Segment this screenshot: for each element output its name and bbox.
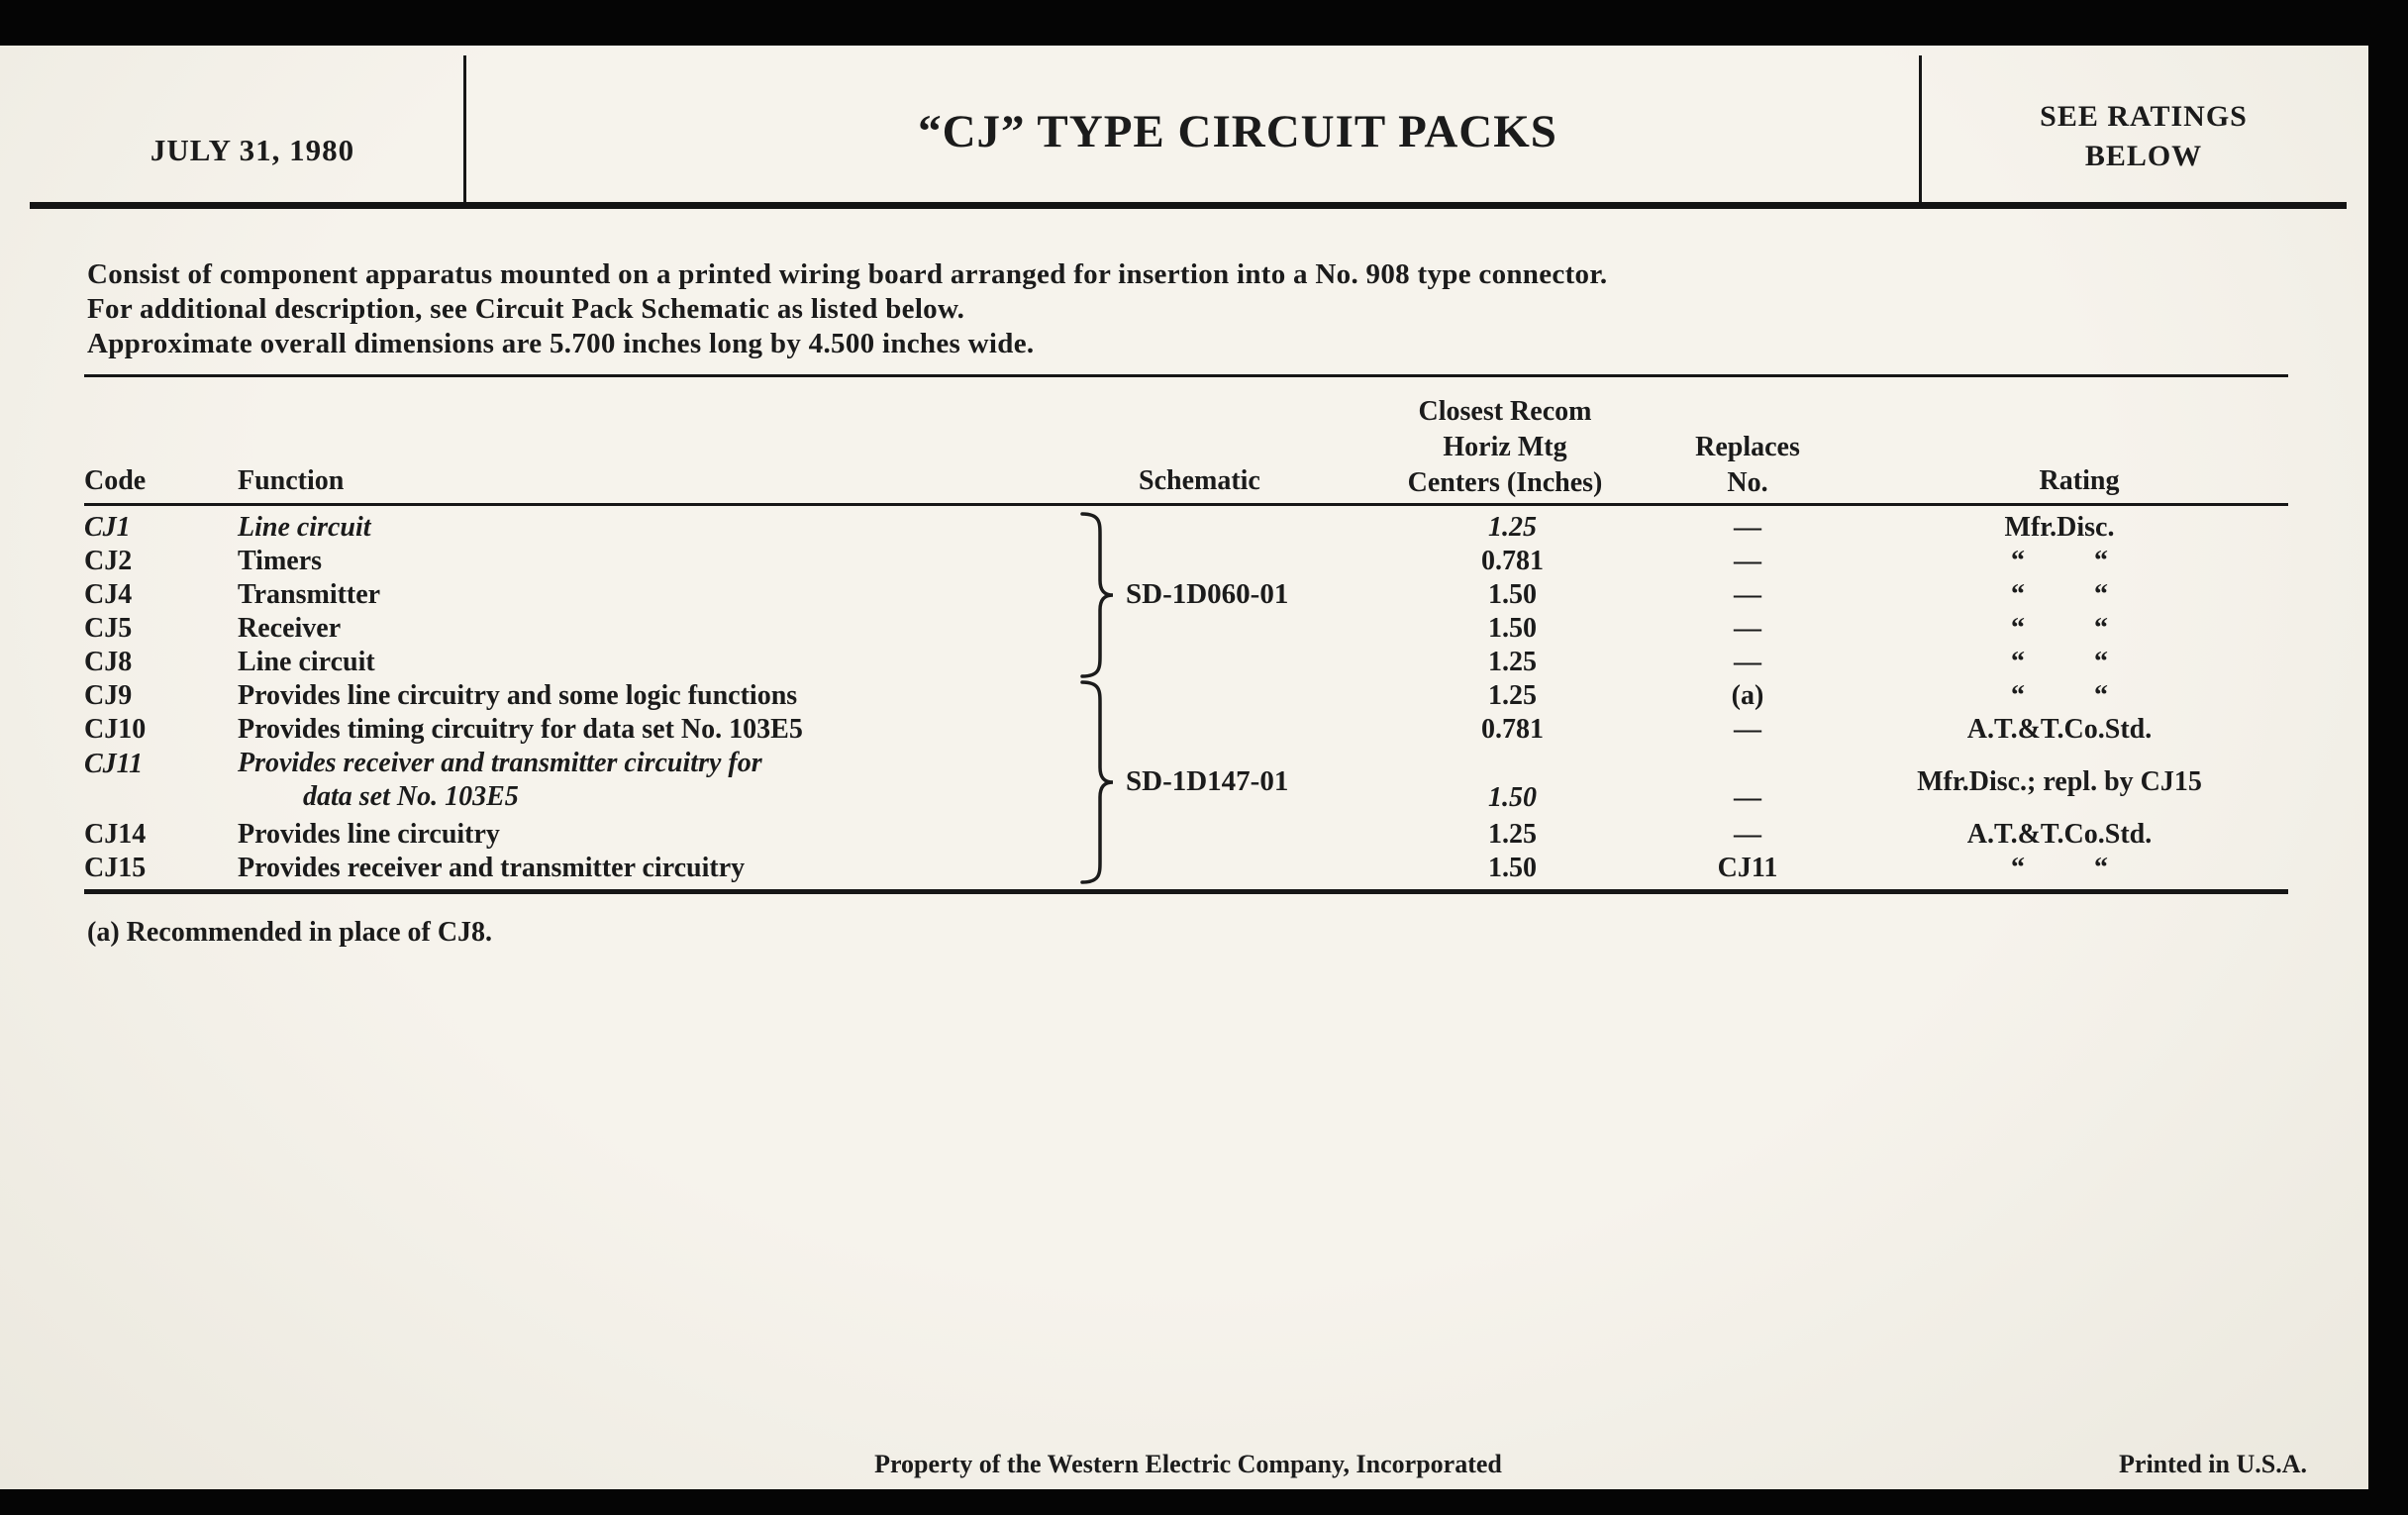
row-centers: 1.25 [1488,647,1537,677]
row-function: Provides timing circuitry for data set No. 103E5 [238,714,803,745]
table-row [84,545,2288,578]
row-centers: 0.781 [1481,714,1544,745]
schematic-label-group1: SD-1D060-01 [1126,578,1289,610]
row-function: Timers [238,546,323,576]
row-replaces: — [1734,782,1761,813]
row-code: CJ14 [84,819,147,850]
col-header-code: Code [84,465,147,496]
col-header-centers-line3: Centers (Inches) [1407,467,1603,498]
row-centers: 1.50 [1488,579,1537,610]
row-replaces: — [1734,512,1761,543]
row-centers: 1.25 [1488,680,1537,711]
row-function: Provides line circuitry and some logic functions [238,680,798,711]
row-replaces: — [1734,819,1761,850]
table-bottom-rule [84,889,2288,894]
row-replaces: — [1734,579,1761,610]
col-header-centers-line1: Closest Recom [1418,396,1592,427]
table-row [84,852,2288,885]
table-row [84,511,2288,545]
col-header-replaces [1634,430,1861,501]
row-function: Receiver [238,613,342,644]
intro-line-2: For additional description, see Circuit Pack Schematic as listed below. [87,293,965,325]
row-code: CJ4 [84,579,133,610]
header-rule [30,202,2347,209]
schematic-label-group2: SD-1D147-01 [1126,765,1289,797]
row-rating: “ “ [2011,579,2108,610]
row-function-line2: data set No. 103E5 [303,781,519,812]
ratings-note-line1: SEE RATINGS [2040,100,2248,133]
document-paper [0,46,2368,1489]
intro-paragraph [87,257,1607,361]
row-rating: “ “ [2011,680,2108,711]
table-row [84,646,2288,679]
row-rating: “ “ [2011,613,2108,644]
table-row [84,679,2288,713]
table-header-rule [84,503,2288,506]
document-title: “CJ” TYPE CIRCUIT PACKS [918,106,1557,157]
row-centers: 1.25 [1488,512,1537,543]
table-body [84,511,2288,885]
row-centers: 1.50 [1488,853,1537,883]
ratings-note [1936,97,2352,176]
row-rating: Mfr.Disc. [2004,512,2115,543]
row-replaces: (a) [1731,680,1764,711]
col-header-replaces-line2: No. [1727,467,1768,498]
col-header-replaces-line1: Replaces [1695,432,1800,462]
col-header-rating: Rating [2039,465,2120,496]
table-row [84,612,2288,646]
row-replaces: — [1734,546,1761,576]
group-brace-1 [1074,511,1118,679]
row-centers: 0.781 [1481,546,1544,576]
footer-property-line: Property of the Western Electric Company, Incorporated [874,1450,1502,1478]
row-rating: A.T.&T.Co.Std. [1966,819,2153,850]
row-function: Line circuit [238,647,375,677]
header-divider-left [463,55,466,206]
row-replaces: CJ11 [1717,853,1778,883]
table-row [84,713,2288,747]
row-function: Provides line circuitry [238,819,500,850]
row-rating: Mfr.Disc.; repl. by CJ15 [1917,766,2202,797]
row-code: CJ2 [84,546,133,576]
row-centers: 1.50 [1488,613,1537,644]
row-replaces: — [1734,613,1761,644]
row-function: Line circuit [238,512,371,543]
footer-printed-line: Printed in U.S.A. [2119,1450,2307,1478]
col-header-centers-line2: Horiz Mtg [1443,432,1567,462]
row-rating: A.T.&T.Co.Std. [1966,714,2153,745]
row-function: Provides receiver and transmitter circuitry [238,853,746,883]
col-header-schematic: Schematic [1139,465,1260,496]
row-replaces: — [1734,714,1761,745]
document-date: JULY 31, 1980 [150,133,355,167]
table-row [84,818,2288,852]
row-function [238,747,1010,814]
intro-line-1: Consist of component apparatus mounted on a printed wiring board arranged for insertion into a No. 908 type connector. [87,258,1608,290]
row-code: CJ9 [84,680,133,711]
row-function-line1: Provides receiver and transmitter circuitry for [238,748,762,778]
row-code: CJ8 [84,647,133,677]
ratings-note-line2: BELOW [2084,140,2203,172]
intro-line-3: Approximate overall dimensions are 5.700 inches long by 4.500 inches wide. [87,328,1035,359]
table-top-rule [84,374,2288,377]
col-header-function: Function [238,465,345,496]
row-code: CJ10 [84,714,147,745]
row-rating: “ “ [2011,853,2108,883]
row-code: CJ15 [84,853,147,883]
row-rating: “ “ [2011,647,2108,677]
row-centers: 1.25 [1488,819,1537,850]
row-rating: “ “ [2011,546,2108,576]
group-brace-2 [1074,679,1118,885]
row-code: CJ5 [84,613,133,644]
row-code: CJ11 [84,749,144,779]
footnote-a: (a) Recommended in place of CJ8. [87,917,493,948]
row-centers: 1.50 [1488,782,1537,813]
row-function: Transmitter [238,579,381,610]
row-replaces: — [1734,647,1761,677]
row-code: CJ1 [84,512,131,543]
